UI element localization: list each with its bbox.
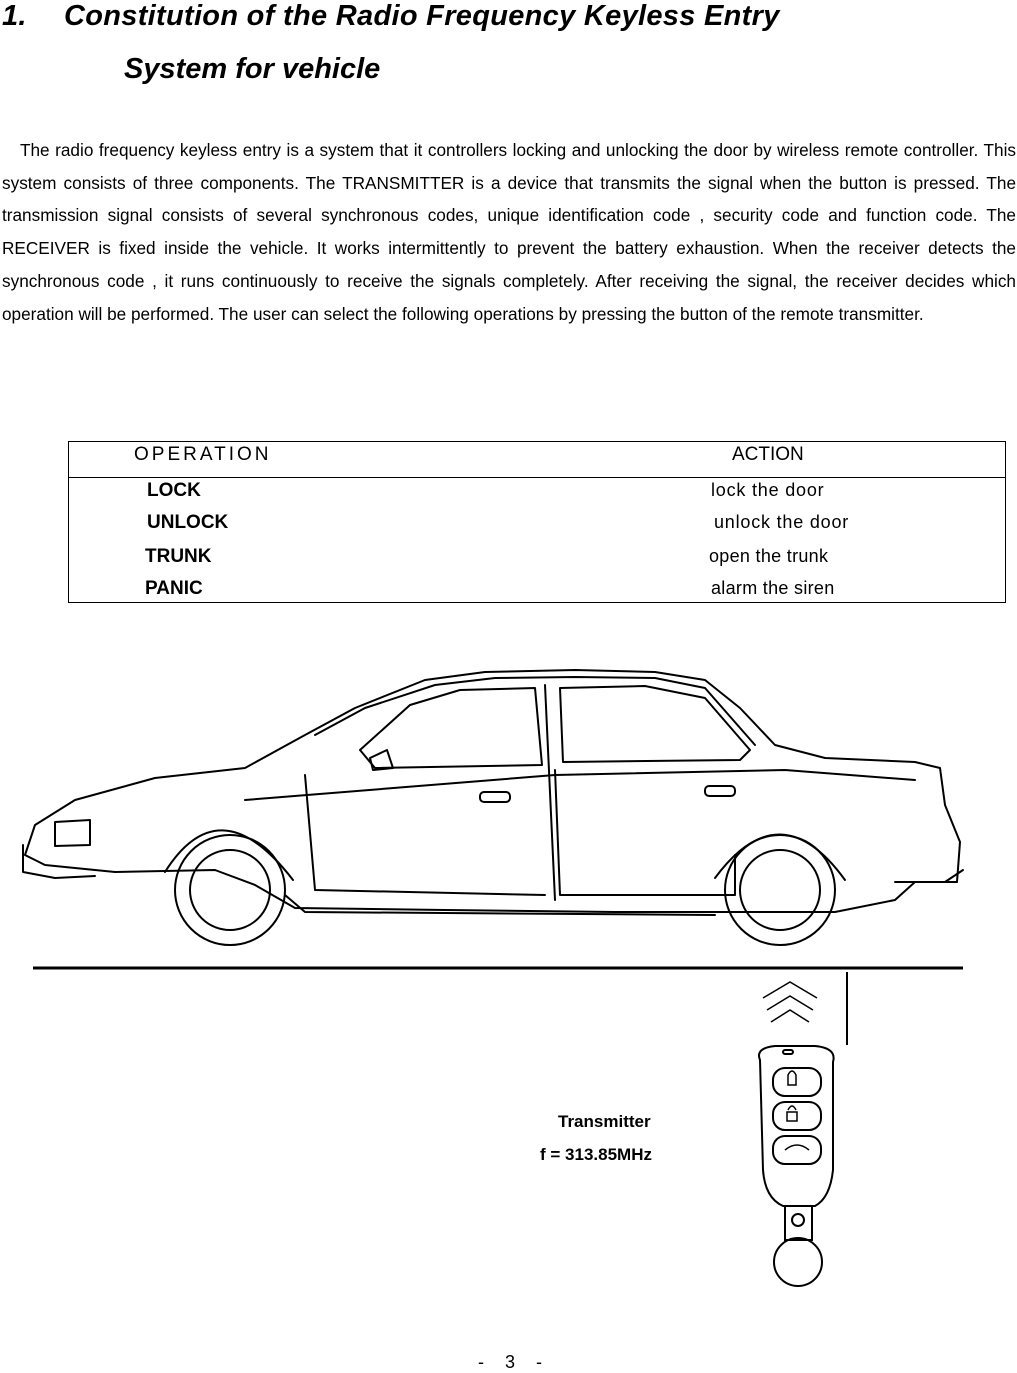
transmitter-label: Transmitter — [558, 1112, 651, 1131]
signal-waves-icon — [763, 982, 817, 1022]
front-bumper — [23, 845, 95, 878]
header-operation: OPERATION — [134, 444, 272, 465]
operation-action: open the trunk — [709, 546, 829, 566]
belt-line — [245, 770, 915, 800]
operation-name: LOCK — [147, 480, 201, 501]
section-number: 1. — [2, 0, 27, 32]
section-title — [2, 0, 780, 33]
operation-name: PANIC — [145, 578, 203, 599]
table-row — [69, 512, 1005, 542]
rear-door — [555, 770, 735, 895]
operation-action: alarm the siren — [711, 578, 835, 598]
rear-door-handle — [705, 786, 735, 796]
front-wheel — [175, 835, 285, 945]
table-row — [69, 578, 1005, 608]
rear-window — [560, 686, 750, 762]
operation-table — [68, 441, 1006, 603]
transmitter-fob-icon — [759, 1046, 834, 1286]
front-door-handle — [480, 792, 510, 802]
section-title-line1: Constitution of the Radio Frequency Keyless Entry — [64, 0, 780, 32]
frequency-label: f = 313.85MHz — [540, 1145, 652, 1164]
headlight — [55, 820, 90, 846]
b-pillar — [545, 685, 555, 900]
rear-wheel — [725, 835, 835, 945]
front-wheel-rim — [190, 850, 270, 930]
operation-name: UNLOCK — [147, 512, 229, 533]
table-row — [69, 546, 1005, 576]
rear-bumper — [895, 870, 963, 882]
rear-wheel-rim — [740, 850, 820, 930]
section-title-line2: System for vehicle — [124, 53, 381, 85]
table-row — [69, 480, 1005, 510]
vehicle-illustration — [15, 650, 975, 1290]
operation-action: lock the door — [711, 480, 825, 500]
table-header — [69, 442, 1005, 478]
operation-action: unlock the door — [714, 512, 850, 532]
intro-paragraph: The radio frequency keyless entry is a system that it controllers locking and unlocking the door by wireless remote controller. This system consists of three components. The TRANSMITTER is a device that transmits the signal when the button is pressed. The transmission signal consists of several synchronous codes, unique identification code , security code and function code. The RECEIVER is fixed inside the vehicle. It works intermittently to prevent the battery exhaustion. When the receiver detects the synchronous code , it runs continuously to receive the signals completely. After receiving the signal, the receiver decides which operation will be performed. The user can select the following operations by pressing the button of the remote transmitter. — [2, 140, 1016, 324]
operation-name: TRUNK — [145, 546, 212, 567]
page-number: - 3 - — [478, 1352, 551, 1372]
header-action: ACTION — [732, 444, 804, 465]
